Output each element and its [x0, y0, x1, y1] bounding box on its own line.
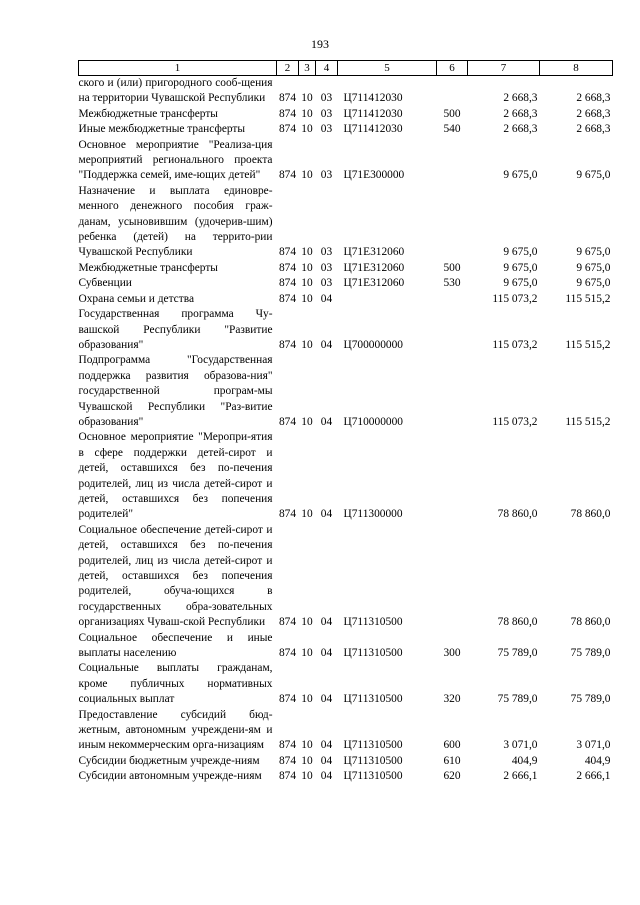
row-amount-year2: 78 860,0: [570, 616, 611, 629]
table-row: [79, 754, 613, 769]
row-code-ministry: 874: [278, 770, 297, 783]
row-name: Предоставление субсидий бюд-жетным, автономным учреждени-ям и иным некоммерческим орга-низациям: [78, 708, 273, 752]
table-row: [79, 708, 613, 754]
row-subsection: 03: [320, 107, 333, 120]
row-amount-year1: 2 666,1: [503, 770, 538, 783]
row-target-article: Ц711300000: [343, 508, 403, 521]
row-section: 10: [301, 292, 313, 305]
row-section: 10: [301, 739, 313, 752]
row-amount-year1: 9 675,0: [503, 261, 538, 274]
row-subsection: 03: [320, 169, 333, 182]
table-row: [79, 307, 613, 353]
row-name: Социальное обеспечение детей-сирот и детей, оставшихся без по-печения родителей, лиц из числа детей-сирот и детей, оставшихся без попечения родителей, обуча-ющихся в государственных обра-зовательных организациях Чуваш-ской Республики: [78, 523, 273, 629]
row-target-article: Ц71Е312060: [343, 261, 405, 274]
row-amount-year2: 75 789,0: [570, 693, 611, 706]
row-code-ministry: 874: [278, 92, 297, 105]
row-target-article: Ц71Е312060: [343, 277, 405, 290]
row-expense-type: 500: [443, 261, 461, 274]
row-expense-type: [437, 307, 468, 353]
row-amount-year2: 115 515,2: [565, 292, 611, 305]
row-amount-year2: 9 675,0: [576, 277, 611, 290]
row-code-ministry: 874: [278, 647, 297, 660]
row-name: Межбюджетные трансферты: [78, 107, 218, 120]
row-target-article: Ц711310500: [343, 770, 403, 783]
row-subsection: 04: [320, 647, 333, 660]
row-subsection: 03: [320, 92, 333, 105]
row-name: ского и (или) пригородного сооб-щения на территории Чувашской Республики: [78, 77, 273, 105]
row-amount-year2: 404,9: [584, 754, 611, 767]
col-header-4: 4: [316, 61, 338, 76]
row-code-ministry: 874: [278, 292, 297, 305]
row-section: 10: [301, 415, 313, 428]
row-subsection: 04: [320, 693, 333, 706]
row-amount-year1: 115 073,2: [492, 338, 538, 351]
row-name: Охрана семьи и детства: [78, 292, 194, 305]
row-code-ministry: 874: [278, 123, 297, 136]
row-amount-year1: 9 675,0: [503, 277, 538, 290]
row-amount-year1: 2 668,3: [503, 107, 538, 120]
row-amount-year1: 75 789,0: [497, 693, 538, 706]
row-code-ministry: 874: [278, 338, 297, 351]
col-header-3: 3: [299, 61, 316, 76]
row-amount-year1: 404,9: [511, 754, 538, 767]
row-subsection: 03: [320, 123, 333, 136]
row-amount-year2: 2 668,3: [576, 92, 611, 105]
row-amount-year2: 3 071,0: [576, 739, 611, 752]
row-amount-year1: 78 860,0: [497, 616, 538, 629]
table-row: [79, 430, 613, 522]
row-target-article: Ц711412030: [343, 92, 403, 105]
row-amount-year2: 9 675,0: [576, 246, 611, 259]
row-expense-type: 600: [443, 739, 461, 752]
row-target-article: Ц710000000: [343, 415, 403, 428]
row-subsection: 03: [320, 277, 333, 290]
row-amount-year2: 9 675,0: [576, 261, 611, 274]
row-code-ministry: 874: [278, 508, 297, 521]
row-amount-year1: 115 073,2: [492, 415, 538, 428]
row-subsection: 04: [320, 616, 333, 629]
col-header-5: 5: [338, 61, 437, 76]
page-number: 193: [311, 37, 329, 51]
row-subsection: 04: [320, 508, 333, 521]
row-code-ministry: 874: [278, 739, 297, 752]
row-amount-year1: 115 073,2: [492, 292, 538, 305]
table-row: [79, 107, 613, 122]
table-row: [79, 261, 613, 276]
table-row: [79, 184, 613, 261]
row-code-ministry: 874: [278, 277, 297, 290]
row-code-ministry: 874: [278, 261, 297, 274]
row-expense-type: 320: [443, 693, 461, 706]
table-row: [79, 769, 613, 784]
row-name: Субсидии автономным учрежде-ниям: [78, 770, 262, 783]
col-header-8: 8: [540, 61, 613, 76]
row-name: Государственная программа Чу-вашской Республики "Развитие образования": [78, 308, 273, 351]
row-subsection: 03: [320, 246, 333, 259]
row-subsection: 03: [320, 261, 333, 274]
row-name: Основное мероприятие "Меропри-ятия в сфере поддержки детей-сирот и детей, оставшихся без по-печения родителей, лиц из числа детей-сирот и детей, оставшихся без попечения родителей": [78, 431, 273, 521]
table-row: [79, 276, 613, 291]
row-section: 10: [301, 92, 313, 105]
row-subsection: 04: [320, 739, 333, 752]
table-row: [79, 138, 613, 184]
row-expense-type: [437, 292, 468, 307]
row-target-article: Ц711412030: [343, 107, 403, 120]
row-subsection: 04: [320, 754, 333, 767]
row-amount-year1: 9 675,0: [503, 246, 538, 259]
row-name: Основное мероприятие "Реализа-ция мероприятий регионального проекта "Поддержка семей, име-ющих детей": [78, 138, 273, 182]
row-expense-type: 620: [443, 770, 461, 783]
row-section: 10: [301, 616, 313, 629]
row-section: 10: [301, 277, 313, 290]
row-name: Социальное обеспечение и иные выплаты населению: [78, 631, 273, 660]
row-expense-type: 300: [443, 647, 461, 660]
row-name: Межбюджетные трансферты: [78, 261, 218, 274]
row-section: 10: [301, 246, 313, 259]
row-target-article: Ц71Е300000: [343, 169, 405, 182]
row-expense-type: 500: [443, 107, 461, 120]
row-section: 10: [301, 107, 313, 120]
row-name: Подпрограмма "Государственная поддержка развития образова-ния" государственной програм-мы Чувашской Республики "Раз-витие образования": [78, 354, 273, 428]
row-section: 10: [301, 123, 313, 136]
row-expense-type: [437, 76, 468, 107]
row-code-ministry: 874: [278, 169, 297, 182]
col-header-6: 6: [437, 61, 468, 76]
table-row: [79, 631, 613, 662]
row-subsection: 04: [320, 292, 333, 305]
row-target-article: [338, 292, 437, 307]
col-header-1: 1: [79, 61, 277, 76]
row-expense-type: [437, 138, 468, 184]
row-amount-year1: 75 789,0: [497, 647, 538, 660]
table-row: [79, 76, 613, 107]
row-expense-type: 530: [443, 277, 461, 290]
row-code-ministry: 874: [278, 754, 297, 767]
col-header-2: 2: [277, 61, 299, 76]
row-amount-year2: 2 666,1: [576, 770, 611, 783]
row-target-article: Ц711310500: [343, 616, 403, 629]
row-amount-year1: 78 860,0: [497, 508, 538, 521]
row-amount-year2: 115 515,2: [565, 338, 611, 351]
row-code-ministry: 874: [278, 107, 297, 120]
row-amount-year2: 2 668,3: [576, 107, 611, 120]
row-expense-type: 540: [443, 123, 461, 136]
table-row: [79, 292, 613, 307]
row-target-article: Ц700000000: [343, 338, 403, 351]
row-name: Субвенции: [78, 277, 132, 290]
row-section: 10: [301, 647, 313, 660]
row-amount-year2: 9 675,0: [576, 169, 611, 182]
row-amount-year2: 115 515,2: [565, 415, 611, 428]
table-row: [79, 523, 613, 631]
row-amount-year1: 3 071,0: [503, 739, 538, 752]
row-expense-type: 610: [443, 754, 461, 767]
row-name: Назначение и выплата единовре-менного денежного пособия граж-данам, усыновившим (удочерив-шим) ребенка (детей) на террито-рии Чувашской Республики: [78, 184, 273, 259]
table-row: [79, 353, 613, 430]
row-subsection: 04: [320, 415, 333, 428]
row-section: 10: [301, 693, 313, 706]
row-amount-year2: 78 860,0: [570, 508, 611, 521]
row-section: 10: [301, 508, 313, 521]
row-amount-year1: 2 668,3: [503, 92, 538, 105]
row-section: 10: [301, 770, 313, 783]
row-expense-type: [437, 353, 468, 430]
col-header-7: 7: [468, 61, 540, 76]
row-expense-type: [437, 523, 468, 631]
table-row: [79, 661, 613, 707]
row-subsection: 04: [320, 770, 333, 783]
row-target-article: Ц711310500: [343, 739, 403, 752]
row-subsection: 04: [320, 338, 333, 351]
budget-table: [78, 60, 613, 785]
row-target-article: Ц711412030: [343, 123, 403, 136]
row-amount-year1: 2 668,3: [503, 123, 538, 136]
row-amount-year2: 75 789,0: [570, 647, 611, 660]
row-section: 10: [301, 754, 313, 767]
row-target-article: Ц711310500: [343, 754, 403, 767]
row-code-ministry: 874: [278, 616, 297, 629]
row-name: Субсидии бюджетным учрежде-ниям: [78, 754, 260, 767]
header-row: [79, 61, 613, 76]
row-code-ministry: 874: [278, 693, 297, 706]
row-name: Социальные выплаты гражданам, кроме публичных нормативных социальных выплат: [78, 662, 273, 706]
row-name: Иные межбюджетные трансферты: [78, 123, 246, 136]
row-amount-year2: 2 668,3: [576, 123, 611, 136]
row-section: 10: [301, 169, 313, 182]
row-target-article: Ц711310500: [343, 647, 403, 660]
row-section: 10: [301, 338, 313, 351]
row-amount-year1: 9 675,0: [503, 169, 538, 182]
row-expense-type: [437, 430, 468, 522]
table-row: [79, 122, 613, 137]
row-code-ministry: 874: [278, 415, 297, 428]
row-target-article: Ц711310500: [343, 693, 403, 706]
row-code-ministry: 874: [278, 246, 297, 259]
row-section: 10: [301, 261, 313, 274]
row-target-article: Ц71Е312060: [343, 246, 405, 259]
row-expense-type: [437, 184, 468, 261]
